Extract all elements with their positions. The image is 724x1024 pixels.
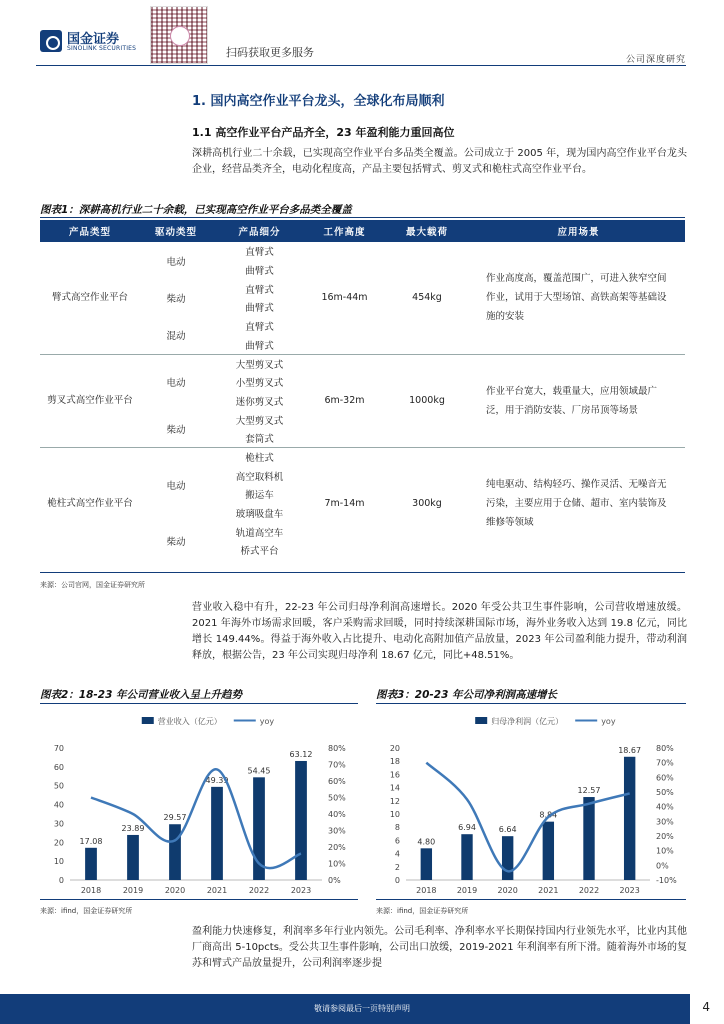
x-tick-label: 2019 <box>456 886 478 895</box>
yoy-line <box>426 763 629 872</box>
qr-code-icon[interactable] <box>150 6 208 64</box>
subsection-heading: 1.1 高空作业平台产品齐全，23 年盈利能力重回高位 <box>192 126 455 139</box>
cell-subtype: 桅柱式 <box>212 448 307 467</box>
table1-bottom-rule <box>40 572 685 573</box>
y-tick-label: 8 <box>394 823 400 833</box>
bar-value-label: 4.80 <box>417 837 436 847</box>
table-header-row <box>40 220 685 242</box>
bar-value-label: 63.12 <box>289 749 313 759</box>
y2-tick-label: 10% <box>656 846 674 856</box>
y2-tick-label: 60% <box>328 777 346 786</box>
y2-tick-label: 70% <box>328 760 346 770</box>
cell-product-type: 剪叉式高空作业平台 <box>40 354 140 447</box>
y-tick-label: 20 <box>53 838 64 848</box>
page-number: 4 <box>702 1000 710 1014</box>
cell-drive: 柴动 <box>166 424 186 436</box>
y2-tick-label: 0% <box>328 876 341 885</box>
col-product-type: 产品类型 <box>40 220 140 242</box>
legend-bar-label: 营业收入（亿元） <box>157 717 222 726</box>
y-tick-label: 40 <box>53 800 64 810</box>
y-tick-label: 14 <box>389 783 400 793</box>
cell-subtype: 轨道高空车 <box>235 527 284 539</box>
y-tick-label: 12 <box>389 796 400 806</box>
table-row <box>40 242 685 261</box>
bar-value-label: 49.39 <box>205 775 229 785</box>
x-tick-label: 2021 <box>538 886 559 895</box>
product-table <box>40 220 685 560</box>
chart3-source: 来源：ifind，国金证券研究所 <box>376 907 469 915</box>
col-drive-type: 驱动类型 <box>140 220 212 242</box>
cell-height: 6m-32m <box>307 354 382 447</box>
legend-bar-swatch <box>475 717 487 724</box>
table1-source: 来源：公司官网，国金证券研究所 <box>40 581 145 589</box>
y-tick-label: 50 <box>53 781 64 791</box>
cell-application: 作业高度高，覆盖范围广，可进入狭窄空间作业，试用于大型场馆、高铁高架等基础设施的安装 <box>486 273 667 323</box>
y2-tick-label: 50% <box>328 793 346 803</box>
bar-value-label: 54.45 <box>247 766 271 776</box>
x-tick-label: 2019 <box>122 886 144 895</box>
cell-load: 300kg <box>382 448 472 560</box>
chart2-source: 来源：ifind，国金证券研究所 <box>40 907 133 915</box>
x-tick-label: 2018 <box>416 886 437 895</box>
legend-bar-swatch <box>142 717 154 724</box>
bar-value-label: 6.64 <box>498 825 517 835</box>
legend-line-label: yoy <box>601 717 616 726</box>
revenue-chart <box>40 708 358 902</box>
bar <box>127 835 139 880</box>
cell-subtype: 曲臂式 <box>245 303 274 315</box>
cell-height: 16m-44m <box>321 292 368 304</box>
x-tick-label: 2020 <box>497 886 518 895</box>
profit-chart <box>376 708 686 902</box>
cell-subtype: 曲臂式 <box>245 266 274 278</box>
table1-title-rule <box>40 217 685 218</box>
y2-tick-label: 0% <box>656 861 669 871</box>
y2-tick-label: 40% <box>328 810 346 819</box>
cell-application: 纯电驱动、结构轻巧、操作灵活、无噪音无污染，主要应用于仓储、超市、室内装饰及维修等领域 <box>472 448 685 560</box>
bar-value-label: 6.94 <box>458 823 476 833</box>
bar <box>583 797 594 880</box>
yoy-line <box>91 769 301 868</box>
page-header <box>0 0 724 70</box>
x-tick-label: 2020 <box>164 886 186 895</box>
x-tick-label: 2022 <box>578 886 600 895</box>
chart2-title: 图表2：18-23 年公司营业收入呈上升趋势 <box>40 689 243 701</box>
bar <box>169 824 181 880</box>
intro-paragraph: 深耕高机行业二十余载，已实现高空作业平台多品类全覆盖。公司成立于 2005 年，现为国内高空作业平台龙头企业，经营品类齐全，电动化程度高，产品主要包括臂式、剪叉式和桅柱式高空作业平台。 <box>192 148 687 175</box>
footer-disclaimer[interactable]: 敬请参阅最后一页特别声明 <box>314 1004 410 1013</box>
cell-subtype: 直臂式 <box>245 284 274 296</box>
logo-name-cn: 国金证券 <box>67 32 120 47</box>
cell-subtype: 大型剪叉式 <box>235 415 284 427</box>
logo-name-en: SINOLINK SECURITIES <box>67 45 137 52</box>
cell-subtype: 搬运车 <box>245 490 274 502</box>
y2-tick-label: 50% <box>656 788 674 797</box>
y2-tick-label: 80% <box>328 744 346 753</box>
cell-drive: 混动 <box>166 331 186 343</box>
cell-application: 作业平台宽大，载重量大，应用领域最广泛，用于消防安装、厂房吊顶等场景 <box>472 354 685 447</box>
y-tick-label: 70 <box>53 744 64 753</box>
table-row <box>40 354 685 373</box>
chart2-title-rule <box>40 703 358 704</box>
bar-value-label: 23.89 <box>121 823 145 833</box>
y2-tick-label: 20% <box>328 843 346 852</box>
cell-subtype: 曲臂式 <box>245 340 274 352</box>
y-tick-label: 2 <box>394 862 400 872</box>
bar <box>624 757 635 880</box>
bar <box>502 836 513 880</box>
y-tick-label: 60 <box>53 762 64 772</box>
bar <box>85 848 97 880</box>
cell-product-type: 桅柱式高空作业平台 <box>40 448 140 560</box>
x-tick-label: 2022 <box>248 886 270 895</box>
col-load: 最大载荷 <box>382 220 472 242</box>
cell-subtype: 大型剪叉式 <box>212 354 307 373</box>
y2-tick-label: 10% <box>328 859 346 869</box>
y2-tick-label: 60% <box>656 773 674 783</box>
bar-value-label: 8.84 <box>539 810 558 820</box>
y2-tick-label: 30% <box>656 817 674 827</box>
cell-subtype: 小型剪叉式 <box>235 378 284 390</box>
cell-drive: 电动 <box>166 256 186 268</box>
y2-tick-label: 40% <box>656 802 674 812</box>
chart3-title: 图表3：20-23 年公司净利润高速增长 <box>376 689 558 701</box>
bar-value-label: 18.67 <box>618 745 642 755</box>
header-divider <box>36 65 686 66</box>
y-tick-label: 16 <box>389 770 400 780</box>
y2-tick-label: -10% <box>656 876 677 885</box>
y-tick-label: 18 <box>389 757 400 767</box>
chart3-title-rule <box>376 703 686 704</box>
qr-caption: 扫码获取更多服务 <box>226 46 314 59</box>
y-tick-label: 4 <box>394 849 400 859</box>
x-tick-label: 2018 <box>80 886 102 895</box>
cell-subtype: 直臂式 <box>245 247 274 259</box>
y-tick-label: 10 <box>389 810 400 819</box>
cell-drive: 电动 <box>140 448 212 523</box>
cell-load: 1000kg <box>382 354 472 447</box>
cell-subtype: 桥式平台 <box>240 546 279 558</box>
cell-height: 7m-14m <box>307 448 382 560</box>
table1-title: 图表1：深耕高机行业二十余载，已实现高空作业平台多品类全覆盖 <box>40 204 352 216</box>
bar <box>295 761 307 880</box>
bar-value-label: 17.08 <box>79 836 103 846</box>
cell-drive: 电动 <box>140 354 212 410</box>
margin-paragraph: 盈利能力快速修复，利润率多年行业内领先。公司毛利率、净利率水平长期保持国内行业领先水平，比业内其他厂商高出 5-10pcts。受公共卫生事件影响，公司出口放缓，2019-2021 年利润率有所下滑。随着海外市场的复苏和臂式产品放量提升，公司利润率逐步提 <box>192 926 687 969</box>
chart3-bottom-rule <box>376 899 686 900</box>
bar <box>461 834 472 880</box>
y-tick-label: 10 <box>53 857 64 867</box>
section-heading: 1. 国内高空作业平台龙头，全球化布局顺利 <box>192 94 445 109</box>
y-tick-label: 20 <box>389 744 400 753</box>
doc-type-label: 公司深度研究 <box>625 55 686 65</box>
cell-subtype: 高空取料机 <box>235 471 284 483</box>
cell-load: 454kg <box>412 292 442 304</box>
y2-tick-label: 80% <box>656 744 674 753</box>
col-application: 应用场景 <box>472 220 685 242</box>
cell-subtype: 套筒式 <box>245 433 274 445</box>
revenue-chart-svg <box>40 708 358 898</box>
cell-product-type: 臂式高空作业平台 <box>51 292 128 304</box>
y2-tick-label: 20% <box>656 832 674 841</box>
y-tick-label: 30 <box>53 819 64 829</box>
bar <box>543 822 554 880</box>
revenue-paragraph: 营业收入稳中有升，22-23 年公司归母净利润高速增长。2020 年受公共卫生事件影响，公司营收增速放缓。2021 年海外市场需求回暖，客户采购需求回暖，同时持续深耕国际市场，海外业务收入达到 19.8 亿元，同比增长 149.44%。得益于海外收入占比提升、电动化高附加值产品放量，2023 年公司盈利能力提升，带动利润释放，根据公告，23 年公司实现归母净利 18.67 亿元，同比+48.51%。 <box>192 602 687 661</box>
sinolink-logo-icon <box>40 30 62 52</box>
bar-value-label: 29.57 <box>163 813 187 823</box>
table-row <box>40 448 685 467</box>
y2-tick-label: 30% <box>328 826 346 836</box>
col-height: 工作高度 <box>307 220 382 242</box>
y2-tick-label: 70% <box>656 758 674 768</box>
y-tick-label: 0 <box>58 876 64 885</box>
y-tick-label: 0 <box>394 876 400 885</box>
cell-subtype: 玻璃吸盘车 <box>235 508 284 520</box>
bar <box>211 787 223 880</box>
cell-subtype: 直臂式 <box>245 322 274 334</box>
cell-subtype: 迷你剪叉式 <box>235 396 284 408</box>
x-tick-label: 2021 <box>206 886 228 895</box>
profit-chart-svg <box>376 708 686 898</box>
y-tick-label: 6 <box>394 836 400 846</box>
bar-value-label: 12.57 <box>577 786 601 796</box>
cell-drive: 柴动 <box>166 537 186 548</box>
legend-line-label: yoy <box>259 717 275 726</box>
x-tick-label: 2023 <box>619 886 640 895</box>
legend-bar-label: 归母净利润（亿元） <box>491 717 564 726</box>
col-subtype: 产品细分 <box>212 220 307 242</box>
cell-drive: 柴动 <box>166 294 186 306</box>
x-tick-label: 2023 <box>290 886 312 895</box>
chart2-bottom-rule <box>40 899 358 900</box>
bar <box>421 848 432 880</box>
